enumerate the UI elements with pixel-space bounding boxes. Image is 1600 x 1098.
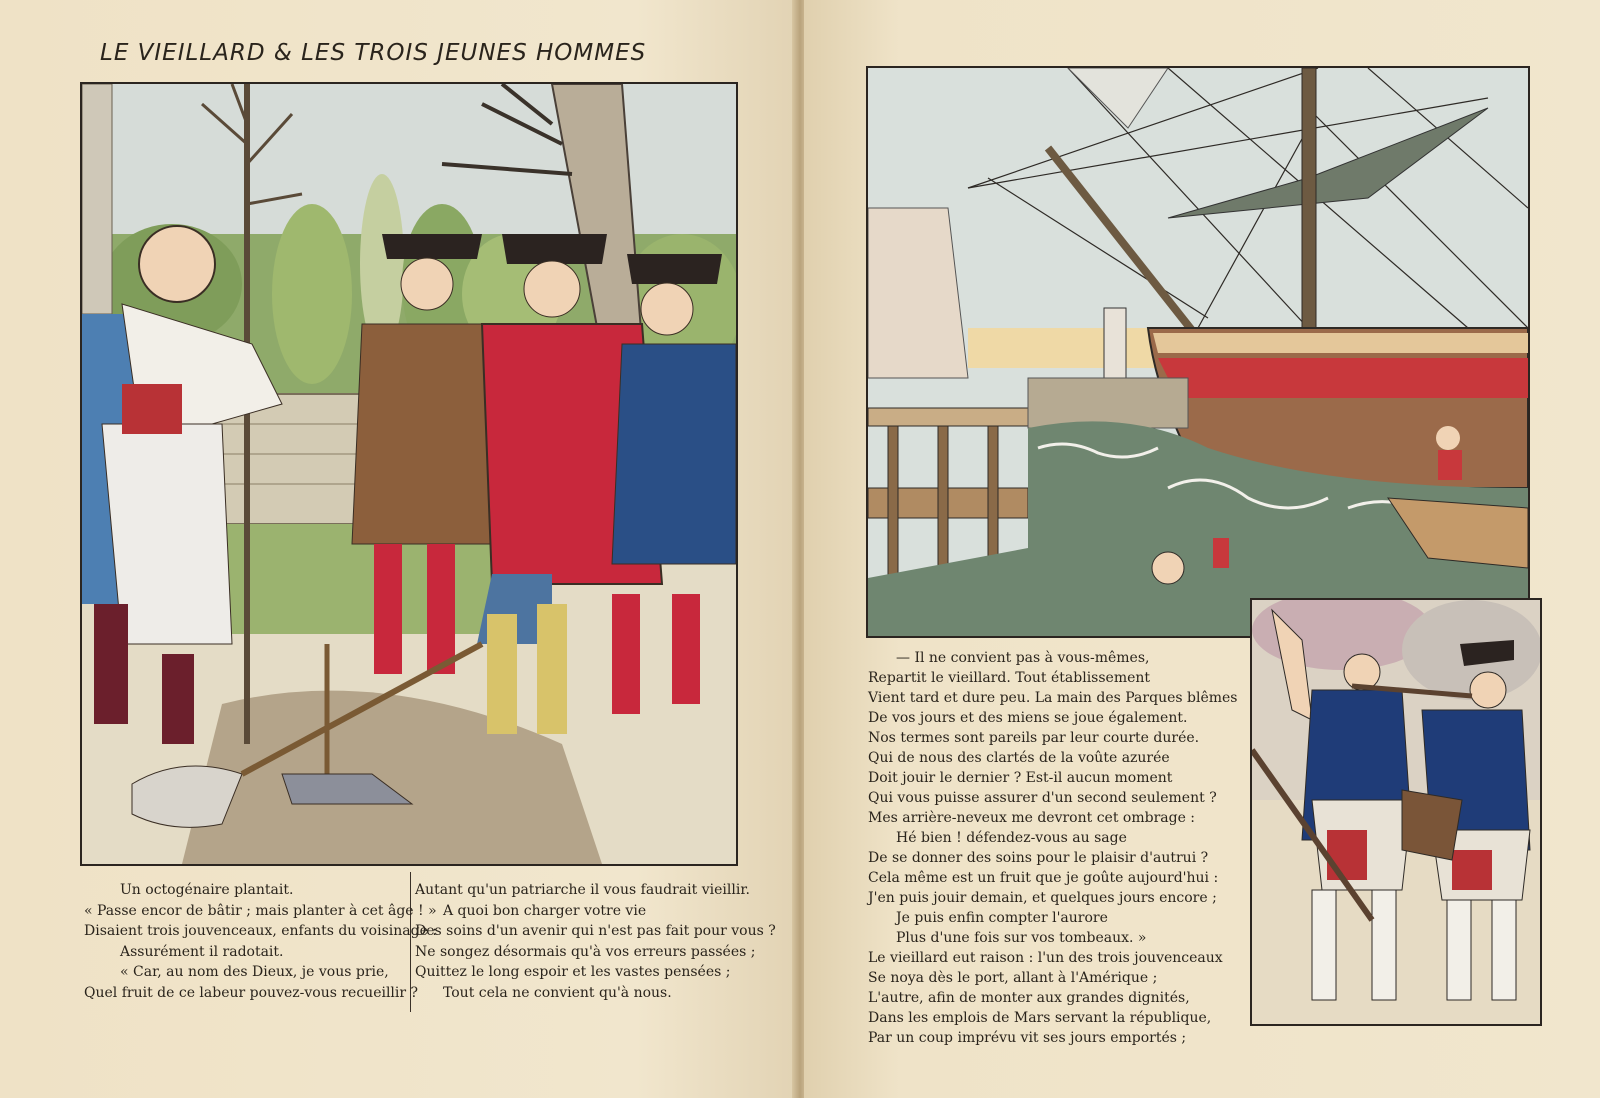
- verse-line: Repartit le vieillard. Tout établissement: [868, 670, 1151, 686]
- verse-line: Doit jouir le dernier ? Est-il aucun moment: [868, 770, 1173, 786]
- verse-line: Des soins d'un avenir qui n'est pas fait pour vous ?: [415, 923, 776, 939]
- illustration-ship-harbor: [866, 66, 1530, 638]
- verse-line: Tout cela ne convient qu'à nous.: [443, 984, 672, 1001]
- verse-line: J'en puis jouir demain, et quelques jours encore ;: [868, 890, 1217, 906]
- verse-line: Vient tard et dure peu. La main des Parques blêmes: [868, 690, 1238, 706]
- illustration-old-man-planting: [80, 82, 738, 866]
- verse-line: De vos jours et des miens se joue également.: [868, 710, 1188, 726]
- verse-line: De se donner des soins pour le plaisir d'autrui ?: [868, 850, 1209, 866]
- verse-line: Un octogénaire plantait.: [120, 882, 294, 898]
- verse-line: « Car, au nom des Dieux, je vous prie,: [120, 964, 389, 980]
- verse-line: Ne songez désormais qu'à vos erreurs passées ;: [415, 943, 756, 960]
- verse-line: Qui vous puisse assurer d'un second seulement ?: [868, 790, 1217, 806]
- verse-line: — Il ne convient pas à vous-mêmes,: [896, 650, 1150, 666]
- verse-line: Quel fruit de ce labeur pouvez-vous recueillir ?: [84, 984, 419, 1001]
- verse-column-right: [868, 648, 1237, 1048]
- verse-column-left-b: [415, 880, 776, 1003]
- left-page: [0, 0, 796, 1098]
- verse-line: A quoi bon charger votre vie: [443, 902, 647, 919]
- verse-line: Autant qu'un patriarche il vous faudrait vieillir.: [415, 882, 750, 898]
- verse-line: Mes arrière-neveux me devront cet ombrage :: [868, 810, 1196, 826]
- illustration-soldiers: [1250, 598, 1542, 1026]
- verse-line: Dans les emplois de Mars servant la république,: [868, 1010, 1212, 1026]
- verse-line: Je puis enfin compter l'aurore: [896, 910, 1108, 926]
- verse-line: « Passe encor de bâtir ; mais planter à cet âge ! »: [84, 902, 437, 919]
- verse-line: Qui de nous des clartés de la voûte azurée: [868, 750, 1170, 766]
- verse-line: Le vieillard eut raison : l'un des trois jouvenceaux: [868, 950, 1223, 966]
- page-title: LE VIEILLARD & LES TROIS JEUNES HOMMES: [100, 40, 647, 66]
- verse-line: Assurément il radotait.: [120, 943, 284, 960]
- verse-line: Plus d'une fois sur vos tombeaux. »: [896, 930, 1147, 946]
- verse-line: Disaient trois jouvenceaux, enfants du voisinage :: [84, 923, 438, 939]
- verse-line: Cela même est un fruit que je goûte aujourd'hui :: [868, 870, 1219, 886]
- verse-column-left-a: [84, 880, 437, 1003]
- verse-line: Quittez le long espoir et les vastes pensées ;: [415, 964, 731, 980]
- verse-line: L'autre, afin de monter aux grandes dignités,: [868, 990, 1190, 1006]
- verse-line: Se noya dès le port, allant à l'Amérique ;: [868, 970, 1158, 986]
- verse-line: Par un coup imprévu vit ses jours emportés ;: [868, 1030, 1187, 1046]
- verse-line: Hé bien ! défendez-vous au sage: [896, 830, 1127, 846]
- verse-line: Nos termes sont pareils par leur courte durée.: [868, 730, 1200, 746]
